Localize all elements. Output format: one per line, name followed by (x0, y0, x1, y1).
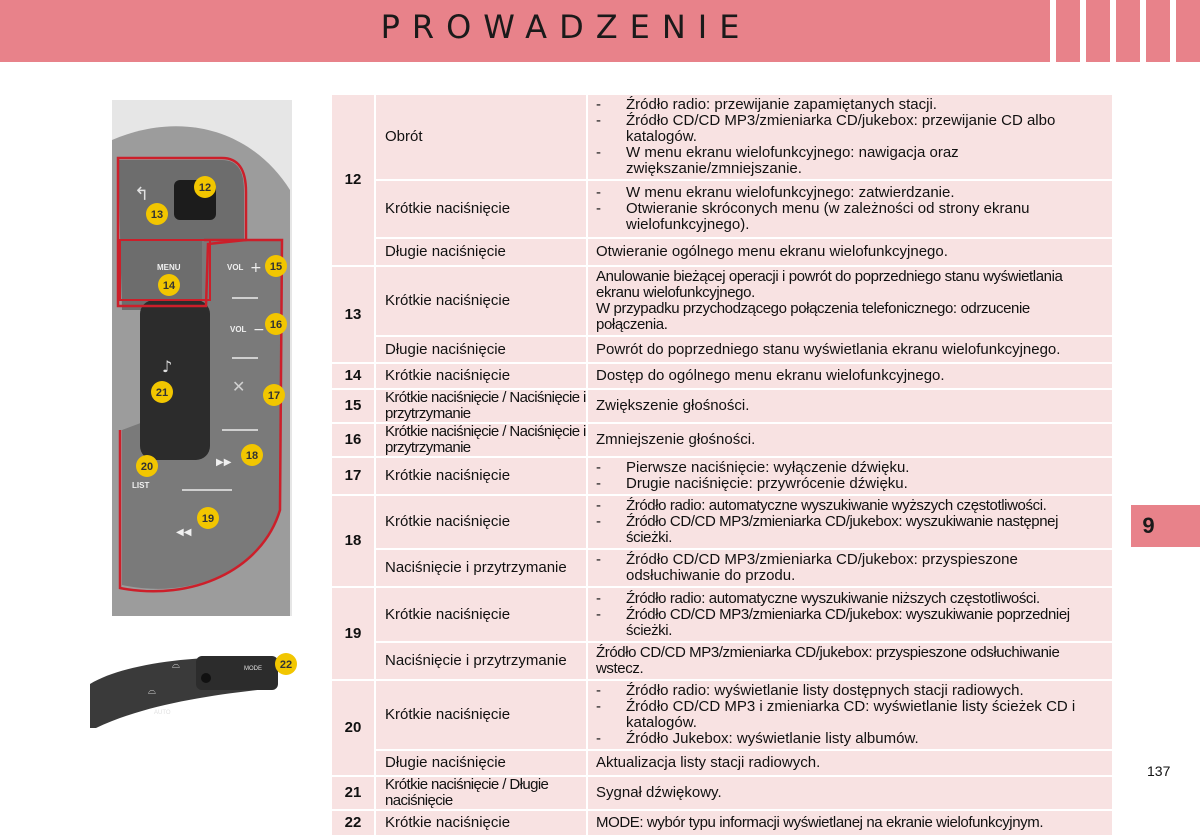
action-cell: Długie naciśnięcie (376, 751, 588, 777)
action-cell: Krótkie naciśnięcie / Naciśnięcie i przytrzymanie (376, 390, 588, 424)
description-item: - W menu ekranu wielofunkcyjnego: nawigacja oraz zwiększanie/zmniejszanie. (596, 145, 1104, 177)
page-title: PROWADZENIE (380, 8, 752, 46)
action-cell: Krótkie naciśnięcie (376, 267, 588, 337)
table-row (332, 458, 1114, 496)
description-cell: MODE: wybór typu informacji wyświetlanej na ekranie wielofunkcyjnym. (588, 811, 1114, 837)
mode-label: MODE (244, 666, 262, 672)
description-item: - W menu ekranu wielofunkcyjnego: zatwierdzanie. (596, 185, 1104, 201)
table-row (332, 550, 1114, 588)
callout-17: 17 (267, 390, 281, 402)
control-number: 17 (332, 458, 376, 496)
table-row (332, 681, 1114, 751)
control-number: 18 (332, 496, 376, 588)
description-cell (588, 181, 1114, 239)
control-number: 21 (332, 777, 376, 811)
description-cell: Zwiększenie głośności. (588, 390, 1114, 424)
control-number: 19 (332, 588, 376, 681)
auto-label: AUTO (154, 710, 171, 716)
callout-19: 19 (201, 513, 215, 525)
description-item: - Źródło radio: automatyczne wyszukiwanie wyższych częstotliwości. (596, 498, 1104, 514)
table-row (332, 424, 1114, 458)
menu-label: MENU (157, 263, 181, 272)
next-track-icon: ▶▶ (216, 457, 232, 468)
steering-wheel-controls-illustration (112, 100, 292, 616)
description-item: - Źródło CD/CD MP3 i zmieniarka CD: wyświetlanie listy ścieżek CD i katalogów. (596, 699, 1104, 731)
description-cell: Źródło CD/CD MP3/zmieniarka CD/jukebox: przyspieszone odsłuchiwanie wstecz. (588, 643, 1114, 681)
table-row (332, 588, 1114, 643)
header-stripe (1080, 0, 1086, 62)
description-cell: Dostęp do ogólnego menu ekranu wielofunkcyjnego. (588, 364, 1114, 390)
chapter-tab (1131, 505, 1200, 547)
table-row (332, 643, 1114, 681)
mute-icon: ✕ (232, 377, 246, 396)
control-number: 16 (332, 424, 376, 458)
action-cell: Krótkie naciśnięcie (376, 458, 588, 496)
list-label: LIST (132, 481, 150, 490)
controls-table (332, 95, 1114, 837)
description-cell: Otwieranie ogólnego menu ekranu wielofunkcyjnego. (588, 239, 1114, 267)
description-item: - Źródło radio: automatyczne wyszukiwanie niższych częstotliwości. (596, 591, 1104, 607)
description-item: - Otwieranie skróconych menu (w zależności od strony ekranu wielofunkcyjnego). (596, 201, 1104, 233)
action-cell: Krótkie naciśnięcie (376, 681, 588, 751)
description-line: W przypadku przychodzącego połączenia telefonicznego: odrzucenie połączenia. (596, 300, 1030, 333)
callout-14: 14 (162, 280, 176, 292)
description-cell (588, 681, 1114, 751)
vol-minus-label: VOL (230, 325, 247, 334)
description-item: - Źródło radio: przewijanie zapamiętanych stacji. (596, 97, 1104, 113)
description-cell: Sygnał dźwiękowy. (588, 777, 1114, 811)
description-cell: Zmniejszenie głośności. (588, 424, 1114, 458)
table-row (332, 364, 1114, 390)
action-cell: Krótkie naciśnięcie (376, 811, 588, 837)
description-item: - Pierwsze naciśnięcie: wyłączenie dźwięku. (596, 460, 1104, 476)
description-item: - Źródło CD/CD MP3/zmieniarka CD/jukebox: przewijanie CD albo katalogów. (596, 113, 1104, 145)
table-row (332, 181, 1114, 239)
callout-15: 15 (269, 261, 283, 273)
action-cell: Naciśnięcie i przytrzymanie (376, 643, 588, 681)
callout-16: 16 (269, 319, 283, 331)
callout-18: 18 (245, 450, 259, 462)
table-row (332, 239, 1114, 267)
callout-12: 12 (198, 182, 212, 194)
description-item: - Drugie naciśnięcie: przywrócenie dźwięku. (596, 476, 1104, 492)
description-cell (588, 496, 1114, 550)
action-cell: Naciśnięcie i przytrzymanie (376, 550, 588, 588)
callout-22: 22 (279, 659, 293, 671)
action-cell: Krótkie naciśnięcie / Naciśnięcie i przytrzymanie (376, 424, 588, 458)
table-row (332, 751, 1114, 777)
action-cell: Długie naciśnięcie (376, 239, 588, 267)
prev-track-icon: ◀◀ (176, 527, 192, 538)
control-number: 20 (332, 681, 376, 777)
table-row (332, 811, 1114, 837)
control-number: 15 (332, 390, 376, 424)
description-cell: Powrót do poprzedniego stanu wyświetlania ekranu wielofunkcyjnego. (588, 337, 1114, 364)
back-icon: ↰ (134, 184, 150, 205)
page-number: 137 (1147, 763, 1171, 779)
action-cell: Długie naciśnięcie (376, 337, 588, 364)
description-cell (588, 588, 1114, 643)
callout-20: 20 (140, 461, 154, 473)
horn-icon: ♪ (162, 357, 173, 376)
action-cell: Krótkie naciśnięcie (376, 496, 588, 550)
table-row (332, 496, 1114, 550)
description-cell (588, 550, 1114, 588)
page-header (0, 0, 1200, 62)
rear-wiper-icon: ⌓ (172, 660, 180, 671)
callout-13: 13 (150, 209, 164, 221)
vol-minus-icon: − (253, 322, 265, 338)
table-row (332, 337, 1114, 364)
callout-21: 21 (155, 387, 169, 399)
description-item: - Źródło CD/CD MP3/zmieniarka CD/jukebox: wyszukiwanie następnej ścieżki. (596, 514, 1104, 546)
front-wiper-icon: ⌓ (148, 686, 156, 697)
description-cell (588, 267, 1114, 337)
table-row (332, 777, 1114, 811)
control-number: 12 (332, 95, 376, 267)
action-cell: Krótkie naciśnięcie (376, 181, 588, 239)
header-stripe (1170, 0, 1176, 62)
wiper-stalk-illustration (86, 644, 308, 728)
description-item: - Źródło CD/CD MP3/zmieniarka CD/jukebox: wyszukiwanie poprzedniej ścieżki. (596, 607, 1104, 639)
table-row (332, 267, 1114, 337)
control-number: 14 (332, 364, 376, 390)
vol-plus-label: VOL (227, 263, 244, 272)
vol-plus-icon: + (250, 260, 262, 276)
header-stripe (1050, 0, 1056, 62)
description-item: - Źródło Jukebox: wyświetlanie listy albumów. (596, 731, 1104, 747)
description-item: - Źródło radio: wyświetlanie listy dostępnych stacji radiowych. (596, 683, 1104, 699)
control-number: 13 (332, 267, 376, 364)
description-cell: Aktualizacja listy stacji radiowych. (588, 751, 1114, 777)
action-cell: Krótkie naciśnięcie (376, 364, 588, 390)
action-cell: Krótkie naciśnięcie (376, 588, 588, 643)
control-number: 22 (332, 811, 376, 837)
description-line: Anulowanie bieżącej operacji i powrót do poprzedniego stanu wyświetlania ekranu wielofunkcyjnego. (596, 268, 1063, 301)
description-cell (588, 458, 1114, 496)
action-cell: Krótkie naciśnięcie / Długie naciśnięcie (376, 777, 588, 811)
action-cell: Obrót (376, 95, 588, 181)
description-item: - Źródło CD/CD MP3/zmieniarka CD/jukebox: przyspieszone odsłuchiwanie do przodu. (596, 552, 1104, 584)
header-stripe (1140, 0, 1146, 62)
table-row (332, 390, 1114, 424)
header-stripe (1110, 0, 1116, 62)
description-cell (588, 95, 1114, 181)
table-row (332, 95, 1114, 181)
chapter-number: 9 (1142, 513, 1155, 538)
